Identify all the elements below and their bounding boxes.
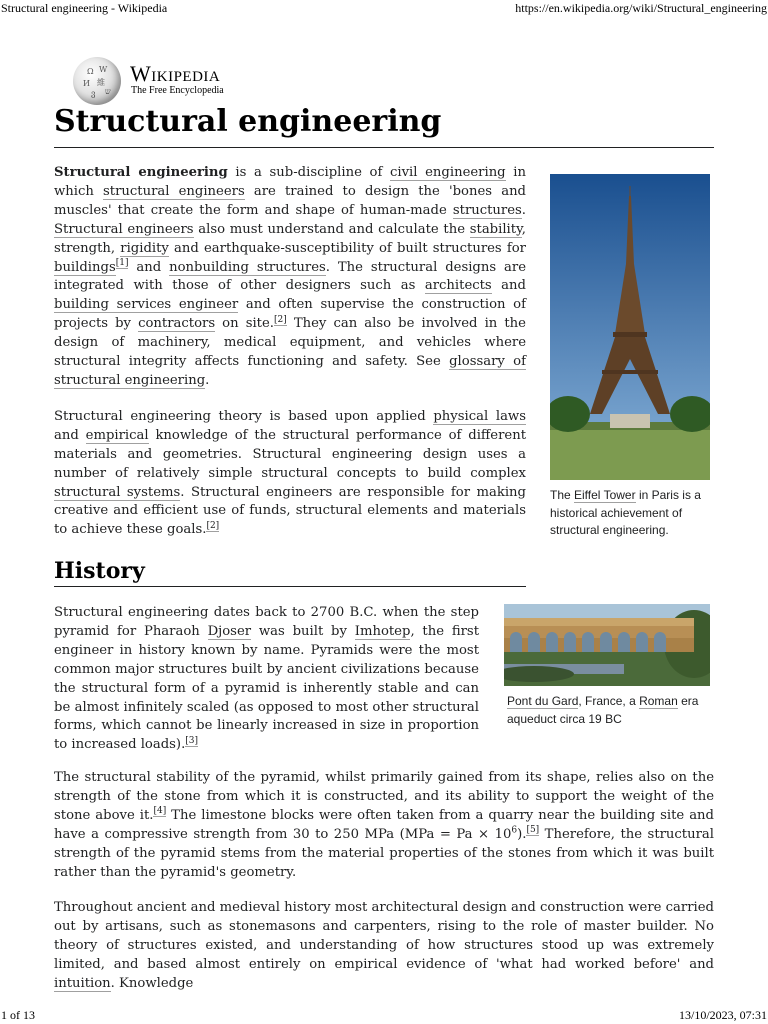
wiki-link[interactable]: Structural engineers [54, 221, 194, 237]
logo-tagline: The Free Encyclopedia [131, 85, 224, 96]
text-run: Throughout ancient and medieval history most architectural design and construction were carried out by artisans, such as stonemasons and carpenters, rising to the role of master builder. No theory of structures existed, and understanding of how structures stood up was extremely limited, and based almost entirely on empirical evidence of 'what had worked before' and [54, 900, 714, 973]
eiffel-tower-image[interactable] [550, 174, 710, 480]
wiki-link[interactable]: intuition [54, 976, 111, 992]
text-run: . Knowledge [110, 976, 194, 992]
text-run: Structural engineering dates back to 2700 B.C. when the step pyramid for Pharaoh [54, 605, 479, 639]
text-run: Therefore, the structural strength of the pyramid stems from the material properties of the stones from which it was built rather than the pyramid's geometry. [54, 826, 714, 880]
wikipedia-globe-icon: Ω W И 維 ვ ש [73, 57, 121, 105]
wiki-link[interactable]: rigidity [120, 240, 169, 256]
wiki-link[interactable]: Eiffel Tower [574, 488, 636, 502]
superscript: 6 [511, 825, 518, 836]
citation [116, 258, 129, 269]
wiki-link[interactable]: physical laws [433, 408, 526, 424]
citation-link[interactable]: [4] [153, 806, 167, 817]
citation [526, 825, 539, 836]
text-run: are trained to design the 'bones and muscles' that create the form and shape of human-made [54, 183, 527, 218]
text-run: and often supervise the construction of projects by [54, 297, 526, 332]
print-footer [0, 1008, 768, 1024]
text-run: , strength, [54, 221, 526, 256]
section-heading-history: History [54, 556, 526, 587]
text-run: . Structural engineers are responsible for making creative and efficient use of funds, structural elements and materials to achieve these goals. [54, 484, 526, 538]
wiki-link[interactable]: nonbuilding structures [169, 259, 326, 275]
text-run: in which [54, 165, 526, 199]
intro-section [54, 164, 526, 540]
text-run: is a sub-discipline of [227, 165, 390, 180]
wiki-link[interactable]: Roman [639, 694, 678, 708]
intro-paragraph-1 [54, 164, 526, 391]
citation [185, 736, 198, 747]
text-run: , France, a [578, 694, 640, 708]
wiki-link[interactable]: buildings [54, 259, 116, 275]
page-title: Structural engineering [54, 101, 714, 148]
text-run: was built by [251, 623, 355, 639]
citation [153, 806, 166, 817]
print-footer-datetime: 13/10/2023, 07:31 [678, 1008, 767, 1022]
text-run: They can also be involved in the design of machinery, medical equipment, and vehicles where structural integrity affects functioning and safety. See [54, 316, 526, 370]
text-run: The structural stability of the pyramid, whilst primarily gained from its shape, relies also on the strength of the stone from which it is constructed, and its ability to support the weight of the stone above it. [54, 770, 714, 823]
wiki-link[interactable]: Djoser [207, 623, 252, 639]
figure-pont-du-gard-caption [504, 693, 710, 728]
text-run: , the first engineer in history known by name. Pyramids were the most common major structures built by ancient civilizations because the structural form of a pyramid is inherently stable and can be almost infinitely scaled (as opposed to most other structural forms, which cannot be linearly increased in size in proportion to increased loads). [54, 623, 479, 753]
citation-link[interactable]: [5] [526, 825, 540, 836]
bold-term: Structural engineering [54, 165, 228, 180]
wiki-link[interactable]: empirical [85, 427, 149, 443]
citation-link[interactable]: [1] [115, 258, 129, 269]
citation [206, 521, 219, 532]
text-run: The [550, 488, 575, 502]
text-run: . [205, 372, 210, 388]
citation [274, 315, 287, 326]
text-run: on site. [215, 316, 274, 332]
citation-link[interactable]: [2] [273, 314, 287, 325]
history-paragraph-2 [54, 769, 714, 882]
wiki-link[interactable]: stability [469, 221, 522, 237]
figure-eiffel-tower [550, 174, 710, 540]
wiki-link[interactable]: glossary of structural engineering [54, 354, 526, 388]
text-run: ). [517, 826, 527, 842]
wiki-link[interactable]: structures [452, 202, 522, 218]
text-run: and [491, 278, 526, 294]
wiki-link[interactable]: Imhotep [354, 623, 411, 639]
logo-wordmark: Wikipedia [130, 61, 221, 86]
figure-eiffel-caption [550, 487, 710, 540]
wiki-link[interactable]: building services engineer [54, 297, 239, 313]
text-run: The limestone blocks were often taken from a quarry near the building site and have a compressive strength from 30 to 250 MPa (MPa = Pa × 10 [54, 807, 714, 842]
text-run: and [128, 259, 170, 275]
text-run: in Paris is a historical achievement of structural engineering. [550, 488, 701, 537]
text-run: also must understand and calculate the [193, 221, 470, 237]
print-header-url[interactable]: https://en.wikipedia.org/wiki/Structural_engineering [515, 1, 767, 15]
history-section-rest [54, 769, 714, 994]
wiki-link[interactable]: architects [424, 278, 492, 294]
text-run: and [54, 427, 86, 443]
history-paragraph-1 [54, 604, 479, 755]
citation-link[interactable]: [3] [185, 735, 199, 746]
history-paragraph-3 [54, 899, 714, 994]
text-run: knowledge of the structural performance of different materials and geometries. Structural engineering design uses a number of relatively simple structural concepts to build complex [54, 427, 526, 481]
print-header [0, 0, 768, 16]
wiki-link[interactable]: contractors [138, 316, 216, 332]
text-run: . [521, 202, 526, 218]
citation-link[interactable]: [2] [206, 520, 220, 531]
wiki-link[interactable]: civil engineering [389, 165, 506, 180]
text-run: . The structural designs are integrated with those of other designers such as [54, 259, 526, 294]
print-header-title: Structural engineering - Wikipedia [1, 1, 168, 15]
wiki-link[interactable]: structural systems [54, 484, 181, 500]
text-run: and earthquake-susceptibility of built structures for [168, 240, 526, 256]
figure-pont-du-gard [504, 604, 710, 728]
history-paragraph-1-wrap [54, 604, 479, 755]
print-footer-page: 1 of 13 [1, 1008, 35, 1022]
text-run: era aqueduct circa 19 BC [507, 694, 699, 726]
intro-paragraph-2 [54, 408, 526, 540]
wiki-link[interactable]: structural engineers [103, 183, 245, 199]
text-run: Structural engineering theory is based upon applied [54, 408, 434, 424]
pont-du-gard-image[interactable] [504, 604, 710, 686]
wiki-link[interactable]: Pont du Gard [507, 694, 579, 708]
